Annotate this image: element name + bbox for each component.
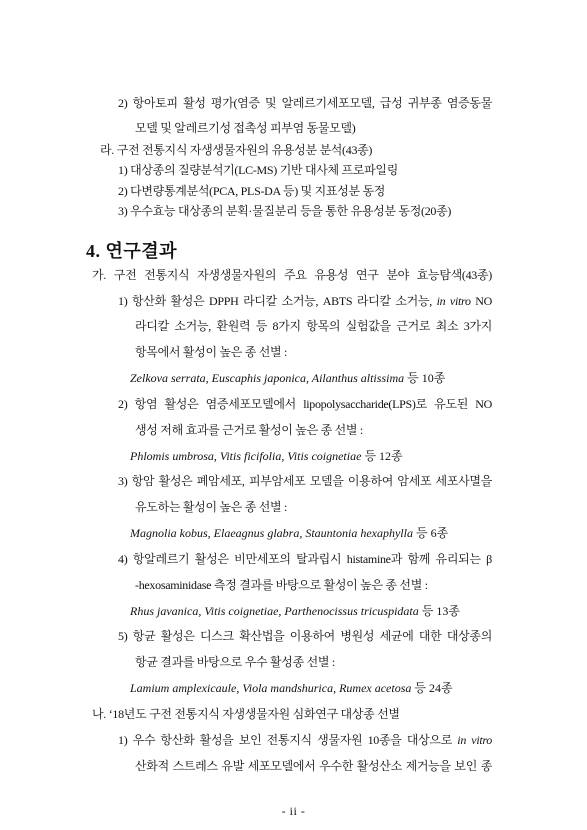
species-names: Phlomis umbrosa, Vitis ficifolia, Vitis coignetiae: [130, 449, 362, 463]
line-text-after: NO: [470, 294, 493, 308]
species-count: 등 13종: [421, 604, 460, 618]
species-count: 등 6종: [415, 526, 449, 540]
result-item-5-line-2: 항균 결과를 바탕으로 우수 활성종 선별 :: [135, 655, 335, 669]
line-text: 1) 우수 항산화 활성을 보인 전통지식 생물자원 10종을 대상으로: [118, 733, 458, 747]
result-item-4-line-2: -hexosaminidase 측정 결과를 바탕으로 활성이 높은 종 선별 :: [135, 578, 428, 592]
result-item-4-line-1: 4) 항알레르기 활성은 비만세포의 탈과립시 histamine과 함께 유리되는 β: [118, 552, 492, 566]
species-names: Lamium amplexicaule, Viola mandshurica, Rumex acetosa: [130, 681, 412, 695]
subsection-ra-item-3: 3) 우수효능 대상종의 분획·물질분리 등을 통한 유용성분 동정(20종): [118, 204, 452, 218]
species-names: Rhus javanica, Vitis coignetiae, Parthenocissus tricuspidata: [130, 604, 419, 618]
subsection-ra-item-1: 1) 대상종의 질량분석기(LC-MS) 기반 대사체 프로파일링: [118, 163, 399, 177]
result-item-2-line-2: 생성 저해 효과를 근거로 활성이 높은 종 선별 :: [135, 423, 363, 437]
subsection-na-heading: 나. ‘18년도 구전 전통지식 자생생물자원 심화연구 대상종 선별: [92, 707, 400, 721]
species-names: Zelkova serrata, Euscaphis japonica, Ailanthus altissima: [130, 371, 405, 385]
italic-term: in vitro: [436, 294, 471, 308]
result-item-4-species: [130, 602, 492, 620]
subsection-ga-heading: 가. 구전 전통지식 자생생물자원의 주요 유용성 연구 분야 효능탐색(43종): [92, 268, 492, 282]
species-count: 등 12종: [364, 449, 403, 463]
result-item-1-line-3: 항목에서 활성이 높은 종 선별 :: [135, 345, 288, 359]
item-2-line-2: 모델 및 알레르기성 접촉성 피부염 동물모델): [135, 121, 356, 135]
italic-term: in vitro: [457, 733, 493, 747]
result-item-3-line-1: 3) 항암 활성은 폐암세포, 피부암세포 모델을 이용하여 암세포 세포사멸을: [118, 474, 492, 488]
result-item-1-line-2: 라디칼 소거능, 환원력 등 8가지 항목의 실험값을 근거로 최소 3가지: [135, 319, 492, 333]
result-item-1-line-1: [118, 292, 492, 310]
result-item-3-species: [130, 524, 492, 542]
subsection-ra-heading: 라. 구전 전통지식 자생생물자원의 유용성분 분석(43종): [100, 143, 373, 157]
line-text: 1) 항산화 활성은 DPPH 라디칼 소거능, ABTS 라디칼 소거능,: [118, 294, 437, 308]
result-item-2-species: [130, 447, 492, 465]
subsection-ra-item-2: 2) 다변량통계분석(PCA, PLS-DA 등) 및 지표성분 동정: [118, 184, 386, 198]
section-heading: 4. 연구결과: [86, 241, 178, 261]
result-item-2-line-1: 2) 항염 활성은 염증세포모델에서 lipopolysaccharide(LPS)로 유도된 NO: [118, 397, 492, 411]
result-item-3-line-2: 유도하는 활성이 높은 종 선별 :: [135, 500, 288, 514]
species-count: 등 10종: [407, 371, 446, 385]
species-count: 등 24종: [414, 681, 453, 695]
selection-item-1-line-1: [118, 731, 492, 749]
species-names: Magnolia kobus, Elaeagnus glabra, Stauntonia hexaphylla: [130, 526, 413, 540]
item-2-line-1: 2) 항아토피 활성 평가(염증 및 알레르기세포모델, 급성 귀부종 염증동물: [118, 96, 492, 110]
selection-item-1-line-2: 산화적 스트레스 유발 세포모델에서 우수한 활성산소 제거능을 보인 종: [135, 759, 492, 773]
result-item-5-species: [130, 679, 492, 697]
page-number: - ii -: [281, 804, 306, 818]
result-item-1-species: [130, 369, 492, 387]
result-item-5-line-1: 5) 항균 활성은 디스크 확산법을 이용하여 병원성 세균에 대한 대상종의: [118, 629, 492, 643]
